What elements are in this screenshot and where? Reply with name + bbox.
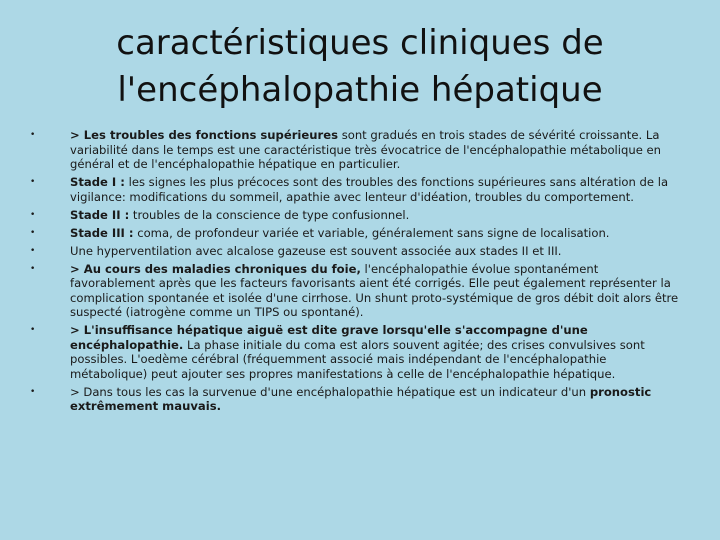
bullet-list: [30, 128, 685, 417]
bullet-item-overview: [30, 128, 685, 172]
bullet-dot: •: [30, 245, 36, 256]
bullet-lead: Stade I :: [70, 175, 125, 189]
slide-title: [40, 20, 680, 114]
bullet-item-acute-failure: [30, 323, 685, 381]
bullet-text: [70, 244, 685, 259]
bullet-lead: > Les troubles des fonctions supérieures: [70, 128, 339, 142]
bullet-body: > Dans tous les cas la survenue d'une encéphalopathie hépatique est un indicateur d'un: [70, 384, 590, 399]
bullet-body: l'encéphalopathie évolue spontanément favorablement après que les facteurs favorisants aient été corrigés. Elle peut également représenter la complication spontanée et isolée d'une cirrhose. Un shunt proto-systémique de gros débit doit alors être suspecté (iatrogène comme un TIPS ou spontané).: [70, 261, 679, 319]
bullet-dot: •: [30, 386, 36, 397]
bullet-item-hyperventilation: [30, 244, 685, 259]
bullet-item-prognosis: [30, 385, 685, 414]
bullet-dot: •: [30, 227, 36, 238]
bullet-text: [70, 323, 685, 381]
bullet-item-chronic-liver: [30, 262, 685, 320]
bullet-tail: pronostic extrêmement mauvais.: [70, 384, 652, 413]
bullet-dot: •: [30, 325, 36, 335]
bullet-dot: •: [30, 130, 36, 140]
bullet-text: [70, 385, 685, 414]
title-line-2: l'encéphalopathie hépatique: [117, 70, 603, 110]
bullet-lead: > Au cours des maladies chroniques du foie,: [70, 261, 361, 276]
bullet-item-stage-2: [30, 208, 685, 223]
bullet-dot: •: [30, 263, 36, 274]
bullet-text: [70, 226, 685, 241]
bullet-body: La phase initiale du coma est alors souvent agitée; des crises convulsives sont possibles. L'oedème cérébral (fréquemment associé mais indépendant de l'encéphalopathie métabolique) peut ajouter ses propres manifestations à celle de l'encéphalopathie hépatique.: [70, 337, 645, 381]
title-line-1: caractéristiques cliniques de: [116, 23, 604, 63]
bullet-body: coma, de profondeur variée et variable, généralement sans signe de localisation.: [133, 225, 610, 240]
bullet-item-stage-3: [30, 226, 685, 241]
bullet-lead: > L'insuffisance hépatique aiguë est dite grave lorsqu'elle s'accompagne d'une encéphalopathie.: [70, 323, 588, 352]
bullet-lead: Stade II :: [70, 207, 130, 222]
bullet-item-stage-1: [30, 175, 685, 204]
bullet-body: troubles de la conscience de type confusionnel.: [129, 207, 410, 222]
bullet-text: [70, 208, 685, 223]
bullet-body: Une hyperventilation avec alcalose gazeuse est souvent associée aux stades II et III.: [70, 243, 562, 258]
bullet-text: [70, 175, 685, 204]
bullet-body: les signes les plus précoces sont des troubles des fonctions supérieures sans altération de la vigilance: modifications du sommeil, apathie avec lenteur d'idéation, troubles du comportement.: [70, 175, 669, 204]
bullet-dot: •: [30, 177, 36, 187]
bullet-dot: •: [30, 209, 36, 220]
bullet-body: sont gradués en trois stades de sévérité croissante. La variabilité dans le temps est une caractéristique très évocatrice de l'encéphalopathie métabolique en général et de l'encéphalopathie hépatique en particulier.: [70, 128, 662, 171]
bullet-lead: Stade III :: [70, 225, 134, 240]
bullet-text: [70, 262, 685, 320]
bullet-text: [70, 128, 685, 172]
